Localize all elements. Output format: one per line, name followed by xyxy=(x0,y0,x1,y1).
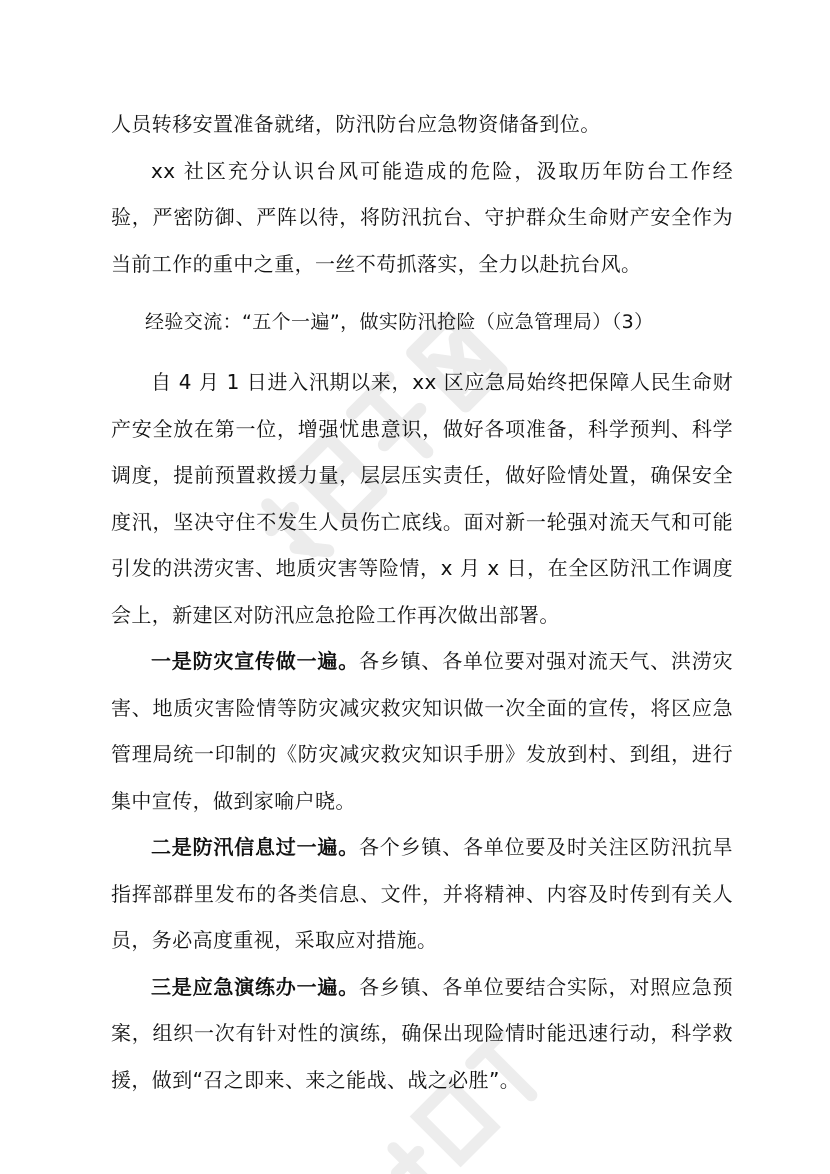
point-three-body: 各乡镇、各单位要结合实际，对照应急预案，组织一次有针对性的演练，确保出现险情时能迅速行动，科学救援，做到“召之即来、来之能战、战之必胜”。 xyxy=(111,974,733,1092)
section-heading: 经验交流：“五个一遍”，做实防汛抢险（应急管理局）（3） xyxy=(145,311,654,333)
point-one-body: 各乡镇、各单位要对强对流天气、洪涝灾害、地质灾害险情等防灾减灾救灾知识做一次全面的宣传，将区应急管理局统一印制的《防灾减灾救灾知识手册》发放到村、到组，进行集中宣传，做到家喻户晓。 xyxy=(111,649,733,813)
point-two-lead: 二是防汛信息过一遍。 xyxy=(151,835,359,859)
point-one-lead: 一是防灾宣传做一遍。 xyxy=(151,649,359,673)
paragraph-flood-season: 自 4 月 1 日进入汛期以来，xx 区应急局始终把保障人民生命财产安全放在第一位，增强忧患意识，做好各项准备，科学预判、科学调度，提前预置救援力量，层层压实责任，做好险情处置，确保安全度汛，坚决守住不发生人员伤亡底线。面对新一轮强对流天气和可能引发的洪涝灾害、地质灾害等险情，x 月 x 日，在全区防汛工作调度会上，新建区对防汛应急抢险工作再次做出部署。 xyxy=(111,370,733,627)
paragraph-continuation: 人员转移安置准备就绪，防汛防台应急物资储备到位。 xyxy=(111,112,601,136)
paragraph-point-two xyxy=(111,824,733,964)
point-two-body: 各个乡镇、各单位要及时关注区防汛抗旱指挥部群里发布的各类信息、文件，并将精神、内容及时传到有关人员，务必高度重视，采取应对措施。 xyxy=(111,835,733,952)
document-body xyxy=(111,101,733,1103)
paragraph-point-three xyxy=(111,964,733,1104)
paragraph-point-one xyxy=(111,638,733,824)
paragraph-community: xx 社区充分认识台风可能造成的危险，汲取历年防台工作经验，严密防御、严阵以待，将防汛抗台、守护群众生命财产安全作为当前工作的重中之重，一丝不苟抓落实，全力以赴抗台风。 xyxy=(111,158,733,276)
point-three-lead: 三是应急演练办一遍。 xyxy=(151,974,359,999)
